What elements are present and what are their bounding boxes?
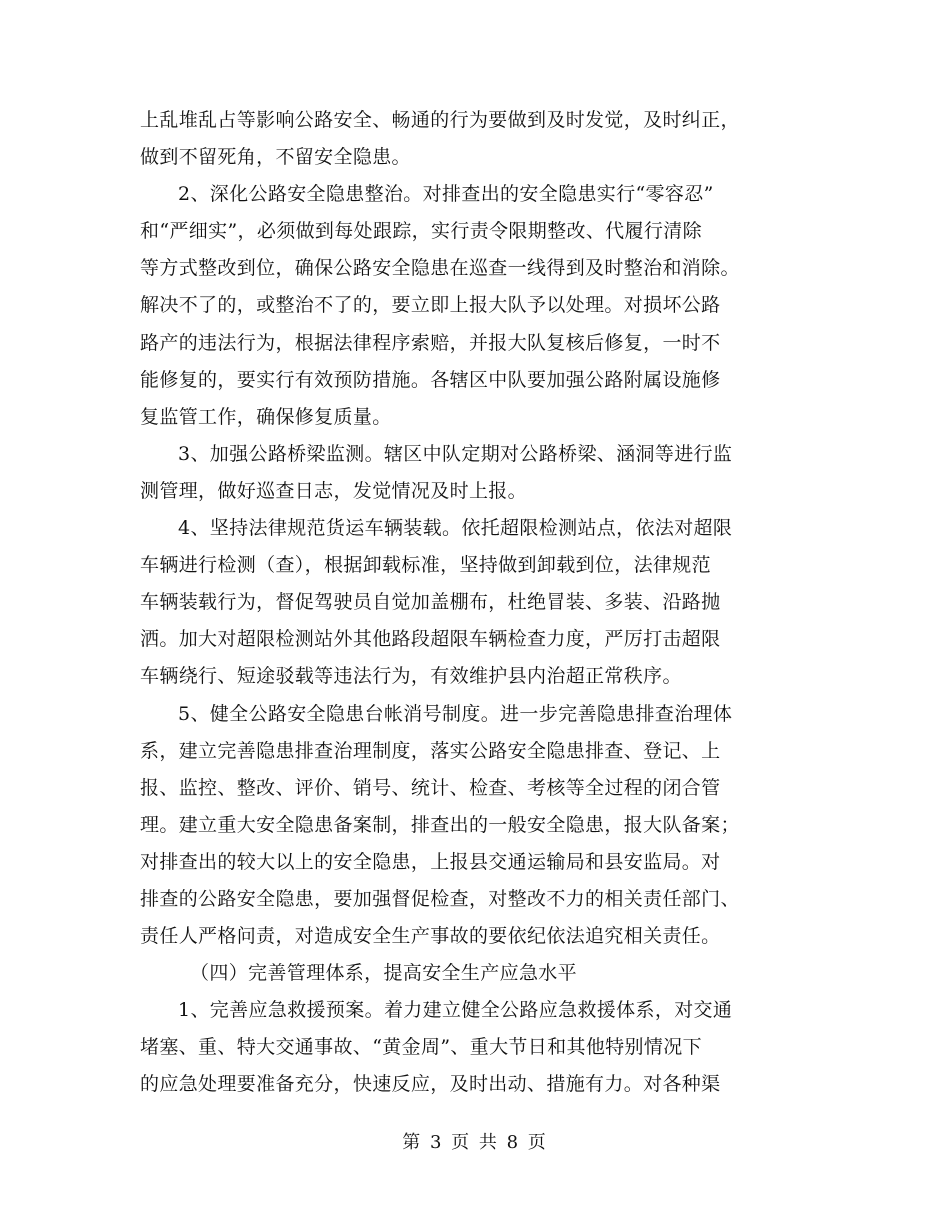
text-line: 车辆进行检测（查），根据卸载标准，坚持做到卸载到位，法律规范 (140, 554, 712, 577)
text-line: 对排查出的较大以上的安全隐患，上报县交通运输局和县安监局。对 (140, 850, 721, 873)
section-heading: （四）完善管理体系，提高安全生产应急水平 (190, 962, 578, 985)
text-line: 堵塞、重、特大交通事故、“黄金周”、重大节日和其他特别情况下 (140, 1036, 702, 1059)
paragraph (140, 696, 810, 956)
text-line: 做到不留死角，不留安全隐患。 (140, 146, 411, 169)
paragraph (140, 436, 810, 510)
paragraph (140, 992, 810, 1103)
text-line: 报、监控、整改、评价、销号、统计、检查、考核等全过程的闭合管 (140, 776, 721, 799)
text-line: 责任人严格问责，对造成安全生产事故的要依纪依法追究相关责任。 (140, 925, 721, 948)
text-line: 3、加强公路桥梁监测。辖区中队定期对公路桥梁、涵洞等进行监 (178, 442, 733, 465)
text-line: 解决不了的，或整治不了的，要立即上报大队予以处理。对损坏公路 (140, 294, 721, 317)
text-line: 测管理，做好巡查日志，发觉情况及时上报。 (140, 479, 528, 502)
text-line: 5、健全公路安全隐患台帐消号制度。进一步完善隐患排查治理体 (178, 702, 733, 725)
text-line: 车辆装载行为，督促驾驶员自觉加盖棚布，杜绝冒装、多装、沿路抛 (140, 591, 721, 614)
paragraph (140, 102, 810, 176)
text-line: 能修复的，要实行有效预防措施。各辖区中队要加强公路附属设施修 (140, 368, 721, 391)
paragraph (140, 955, 810, 992)
paragraph (140, 510, 810, 695)
page-footer: 第 3 页 共 8 页 (402, 1132, 548, 1153)
text-line: 车辆绕行、短途驳载等违法行为，有效维护县内治超正常秩序。 (140, 665, 682, 688)
text-line: 洒。加大对超限检测站外其他路段超限车辆检查力度，严厉打击超限 (140, 628, 721, 651)
text-line: 路产的违法行为，根据法律程序索赔，并报大队复核后修复，一时不 (140, 331, 721, 354)
text-line: 理。建立重大安全隐患备案制，排查出的一般安全隐患，报大队备案； (140, 813, 740, 836)
text-line: 4、坚持法律规范货运车辆装载。依托超限检测站点，依法对超限 (178, 517, 733, 540)
document-body (140, 102, 810, 1104)
text-line: 上乱堆乱占等影响公路安全、畅通的行为要做到及时发觉，及时纠正， (140, 109, 740, 131)
text-line: 2、深化公路安全隐患整治。对排查出的安全隐患实行“零容忍” (178, 183, 714, 206)
text-line: 排查的公路安全隐患，要加强督促检查，对整改不力的相关责任部门、 (140, 887, 740, 910)
text-line: 系，建立完善隐患排查治理制度，落实公路安全隐患排查、登记、上 (140, 739, 721, 762)
text-line: 的应急处理要准备充分，快速反应，及时出动、措施有力。对各种渠 (140, 1073, 721, 1096)
text-line: 复监管工作，确保修复质量。 (140, 405, 392, 428)
text-line: 等方式整改到位，确保公路安全隐患在巡查一线得到及时整治和消除。 (140, 257, 740, 280)
text-line: 和“严细实”，必须做到每处跟踪，实行责令限期整改、代履行清除 (140, 220, 702, 243)
paragraph (140, 176, 810, 436)
text-line: 1、完善应急救援预案。着力建立健全公路应急救援体系，对交通 (178, 999, 733, 1022)
